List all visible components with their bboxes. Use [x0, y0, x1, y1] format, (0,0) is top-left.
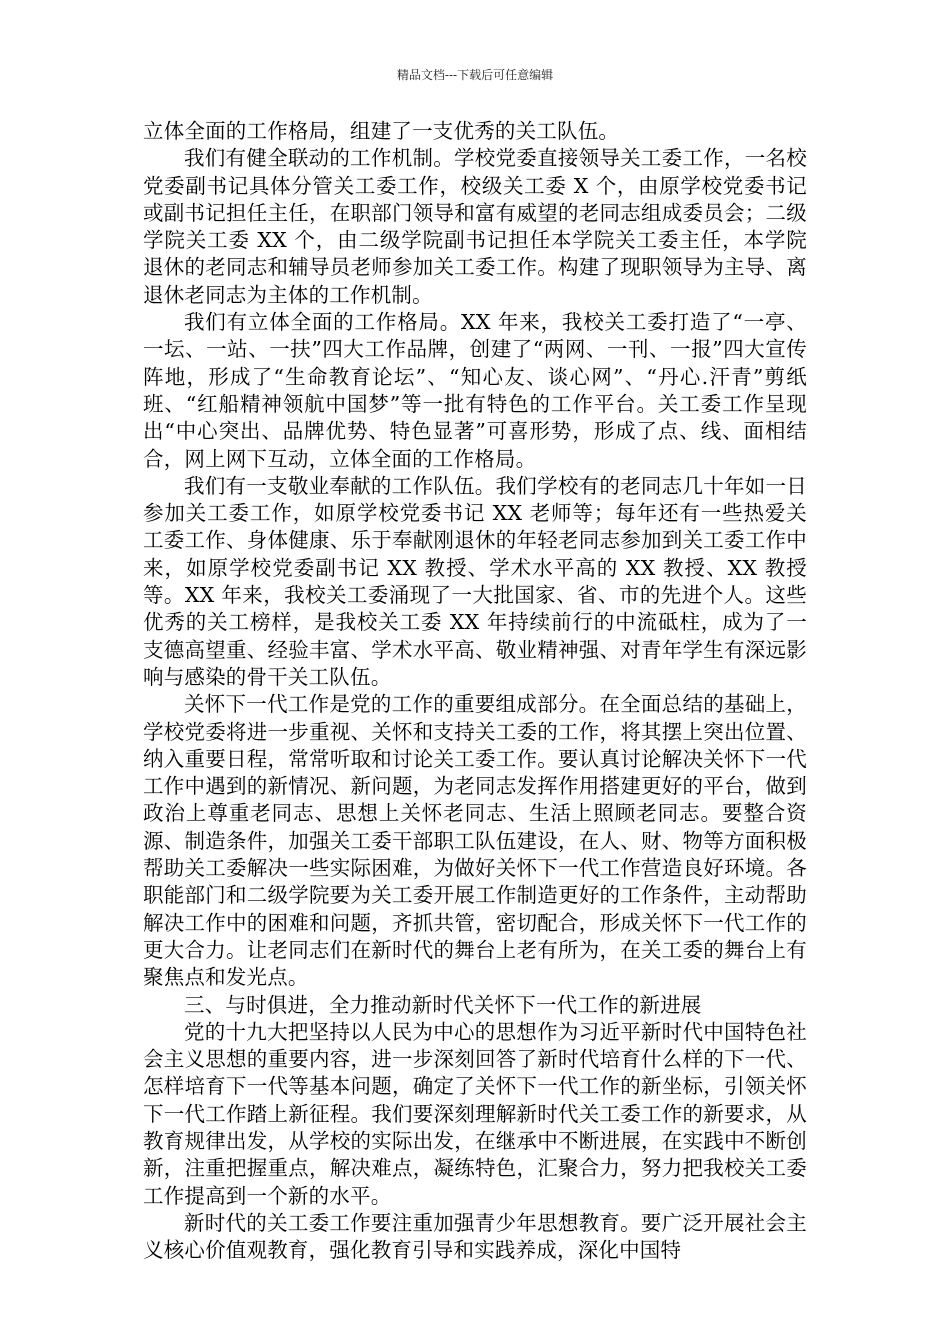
paragraph: 我们有健全联动的工作机制。学校党委直接领导关工委工作，一名校党委副书记具体分管关工委工作，校级关工委 X 个，由原学校党委书记或副书记担任主任，在职部门领导和富有威望的老同志组成委员会；二级学院关工委 XX 个，由二级学院副书记担任本学院关工委主任，本学院退休的老同志和辅导员老师参加关工委工作。构建了现职领导为主导、离退休老同志为主体的工作机制。 [143, 146, 807, 307]
document-body [143, 118, 807, 1264]
paragraph: 党的十九大把坚持以人民为中心的思想作为习近平新时代中国特色社会主义思想的重要内容，进一步深刻回答了新时代培育什么样的下一代、怎样培育下一代等基本问题，确定了关怀下一代工作的新坐标，引领关怀下一代工作踏上新征程。我们要深刻理解新时代关工委工作的新要求，从教育规律出发，从学校的实际出发，在继承中不断进展，在实践中不断创新，注重把握重点，解决难点，凝练特色，汇聚合力，努力把我校关工委工作提高到一个新的水平。 [143, 1019, 807, 1208]
paragraph: 关怀下一代工作是党的工作的重要组成部分。在全面总结的基础上，学校党委将进一步重视、关怀和支持关工委的工作，将其摆上突出位置、纳入重要日程，常常听取和讨论关工委工作。要认真讨论解决关怀下一代工作中遇到的新情况、新问题，为老同志发挥作用搭建更好的平台，做到政治上尊重老同志、思想上关怀老同志、生活上照顾老同志。要整合资源、制造条件，加强关工委干部职工队伍建设，在人、财、物等方面积极帮助关工委解决一些实际困难，为做好关怀下一代工作营造良好环境。各职能部门和二级学院要为关工委开展工作制造更好的工作条件，主动帮助解决工作中的困难和问题，齐抓共管，密切配合，形成关怀下一代工作的更大合力。让老同志们在新时代的舞台上老有所为，在关工委的舞台上有聚焦点和发光点。 [143, 692, 807, 990]
paragraph: 新时代的关工委工作要注重加强青少年思想教育。要广泛开展社会主义核心价值观教育，强化教育引导和实践养成，深化中国特 [143, 1210, 807, 1263]
paragraph: 立体全面的工作格局，组建了一支优秀的关工队伍。 [143, 119, 620, 143]
paragraph: 我们有一支敬业奉献的工作队伍。我们学校有的老同志几十年如一日参加关工委工作，如原学校党委书记 XX 老师等；每年还有一些热爱关工委工作、身体健康、乐于奉献刚退休的年轻老同志参加到关工委工作中来，如原学校党委副书记 XX 教授、学术水平高的 XX 教授、XX 教授等。XX 年来，我校关工委涌现了一大批国家、省、市的先进个人。这些优秀的关工榜样，是我校关工委 XX 年持续前行的中流砥柱，成为了一支德高望重、经验丰富、学术水平高、敬业精神强、对青年学生有深远影响与感染的骨干关工队伍。 [143, 473, 807, 689]
section-heading: 三、与时俱进，全力推动新时代关怀下一代工作的新进展 [184, 992, 702, 1017]
page-header: 精品文档---下载后可任意编辑 [396, 68, 554, 82]
paragraph: 我们有立体全面的工作格局。XX 年来，我校关工委打造了“一亭、一坛、一站、一扶”四大工作品牌，创建了“两网、一刊、一报”四大宣传阵地，形成了“生命教育论坛”、“知心友、谈心网”、“丹心.汗青”剪纸班、“红船精神领航中国梦”等一批有特色的工作平台。关工委工作呈现出“中心突出、品牌优势、特色显著”可喜形势，形成了点、线、面相结合，网上网下互动，立体全面的工作格局。 [143, 310, 807, 471]
